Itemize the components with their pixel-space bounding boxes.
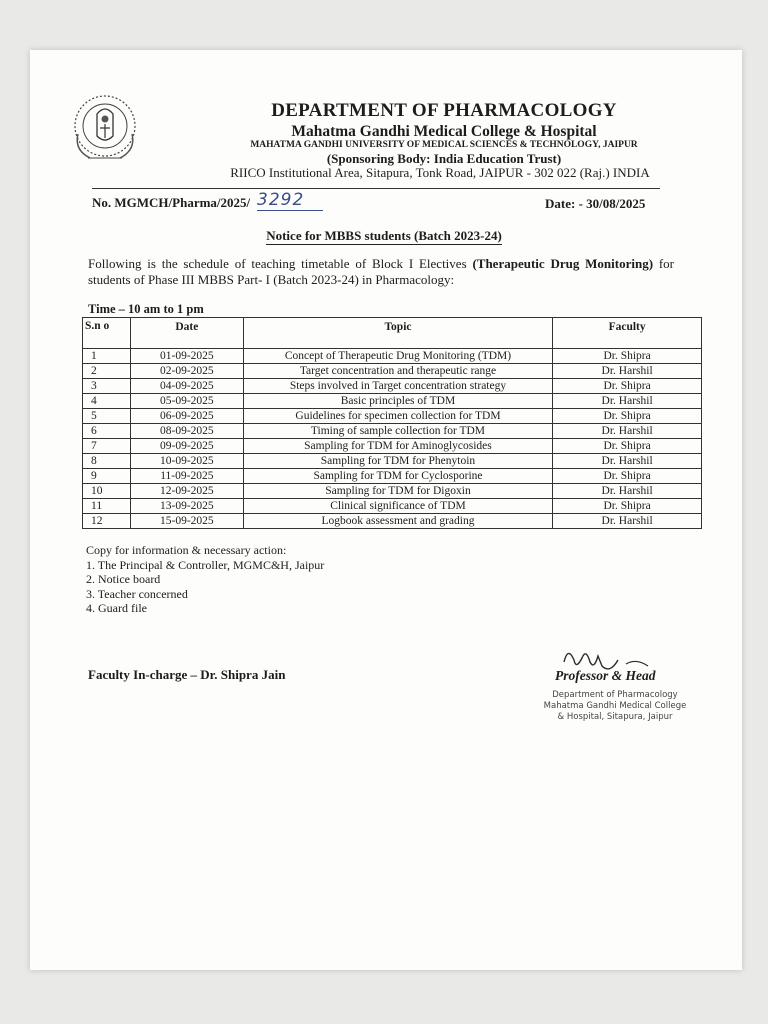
copy-item: 2. Notice board bbox=[86, 572, 161, 586]
cell-topic: Clinical significance of TDM bbox=[243, 499, 552, 514]
header-faculty: Faculty bbox=[553, 318, 702, 349]
table-row bbox=[83, 424, 702, 439]
cell-date: 13-09-2025 bbox=[130, 499, 243, 514]
cell-sno: 6 bbox=[83, 424, 131, 439]
cell-faculty: Dr. Harshil bbox=[553, 364, 702, 379]
cell-sno: 1 bbox=[83, 349, 131, 364]
cell-faculty: Dr. Shipra bbox=[553, 469, 702, 484]
handwritten-number: 3292 bbox=[257, 190, 323, 211]
sponsor-line: (Sponsoring Body: India Education Trust) bbox=[326, 151, 562, 166]
cell-topic: Logbook assessment and grading bbox=[243, 514, 552, 529]
cell-sno: 9 bbox=[83, 469, 131, 484]
copy-item: 1. The Principal & Controller, MGMC&H, Jaipur bbox=[86, 557, 325, 572]
cell-date: 08-09-2025 bbox=[130, 424, 243, 439]
notice-date: Date: - 30/08/2025 bbox=[545, 196, 646, 211]
department-stamp bbox=[540, 690, 690, 723]
reference-number: No. MGMCH/Pharma/2025/ bbox=[92, 195, 251, 210]
cell-date: 05-09-2025 bbox=[130, 394, 243, 409]
stamp-line: Department of Pharmacology bbox=[552, 690, 678, 700]
cell-date: 06-09-2025 bbox=[130, 409, 243, 424]
cell-topic: Target concentration and therapeutic range bbox=[243, 364, 552, 379]
notice-title: Notice for MBBS students (Batch 2023-24) bbox=[266, 228, 502, 243]
cell-date: 15-09-2025 bbox=[130, 514, 243, 529]
table-row bbox=[83, 499, 702, 514]
cell-faculty: Dr. Shipra bbox=[553, 439, 702, 454]
address-line: RIICO Institutional Area, Sitapura, Tonk Road, JAIPUR - 302 022 (Raj.) INDIA bbox=[230, 165, 650, 180]
university-name: MAHATMA GANDHI UNIVERSITY OF MEDICAL SCIENCES & TECHNOLOGY, JAIPUR bbox=[250, 140, 638, 150]
table-header-row bbox=[83, 318, 702, 349]
header-topic: Topic bbox=[243, 318, 552, 349]
cell-faculty: Dr. Shipra bbox=[553, 409, 702, 424]
time-label: Time – 10 am to 1 pm bbox=[88, 302, 204, 316]
copy-item: 4. Guard file bbox=[86, 601, 147, 615]
header-date: Date bbox=[130, 318, 243, 349]
table-row bbox=[83, 439, 702, 454]
table-row bbox=[83, 394, 702, 409]
cell-faculty: Dr. Harshil bbox=[553, 454, 702, 469]
header-divider bbox=[92, 188, 660, 189]
intro-text-1: Following is the schedule of teaching timetable of Block I Electives bbox=[88, 256, 473, 271]
cell-sno: 3 bbox=[83, 379, 131, 394]
schedule-table bbox=[82, 317, 702, 529]
table-row bbox=[83, 349, 702, 364]
table-row bbox=[83, 454, 702, 469]
notice-heading bbox=[0, 228, 768, 244]
cell-topic: Sampling for TDM for Phenytoin bbox=[243, 454, 552, 469]
cell-faculty: Dr. Harshil bbox=[553, 424, 702, 439]
stamp-line: & Hospital, Sitapura, Jaipur bbox=[557, 712, 673, 722]
cell-topic: Concept of Therapeutic Drug Monitoring (TDM) bbox=[243, 349, 552, 364]
cell-topic: Sampling for TDM for Aminoglycosides bbox=[243, 439, 552, 454]
stamp-line: Mahatma Gandhi Medical College bbox=[543, 701, 687, 711]
cell-sno: 5 bbox=[83, 409, 131, 424]
college-name: Mahatma Gandhi Medical College & Hospital bbox=[291, 123, 597, 140]
table-row bbox=[83, 484, 702, 499]
table-row bbox=[83, 514, 702, 529]
cell-sno: 2 bbox=[83, 364, 131, 379]
cell-sno: 10 bbox=[83, 484, 131, 499]
cell-date: 04-09-2025 bbox=[130, 379, 243, 394]
intro-bold: (Therapeutic Drug Monitoring) bbox=[472, 256, 654, 271]
cell-topic: Sampling for TDM for Cyclosporine bbox=[243, 469, 552, 484]
cell-date: 10-09-2025 bbox=[130, 454, 243, 469]
cell-topic: Sampling for TDM for Digoxin bbox=[243, 484, 552, 499]
cell-faculty: Dr. Shipra bbox=[553, 499, 702, 514]
cell-sno: 7 bbox=[83, 439, 131, 454]
cell-date: 02-09-2025 bbox=[130, 364, 243, 379]
header-sno: S.n o bbox=[83, 318, 131, 349]
intro-paragraph bbox=[88, 256, 674, 288]
table-row bbox=[83, 379, 702, 394]
department-title: DEPARTMENT OF PHARMACOLOGY bbox=[271, 100, 617, 121]
cell-sno: 8 bbox=[83, 454, 131, 469]
cell-faculty: Dr. Shipra bbox=[553, 379, 702, 394]
table-row bbox=[83, 409, 702, 424]
faculty-incharge: Faculty In-charge – Dr. Shipra Jain bbox=[88, 667, 286, 682]
cell-topic: Steps involved in Target concentration strategy bbox=[243, 379, 552, 394]
cell-date: 01-09-2025 bbox=[130, 349, 243, 364]
cell-date: 09-09-2025 bbox=[130, 439, 243, 454]
cell-topic: Timing of sample collection for TDM bbox=[243, 424, 552, 439]
copy-heading: Copy for information & necessary action: bbox=[86, 543, 287, 557]
cell-topic: Basic principles of TDM bbox=[243, 394, 552, 409]
copy-item: 3. Teacher concerned bbox=[86, 586, 188, 601]
table-row bbox=[83, 364, 702, 379]
cell-date: 12-09-2025 bbox=[130, 484, 243, 499]
table-row bbox=[83, 469, 702, 484]
signatory-title: Professor & Head bbox=[555, 668, 656, 683]
cell-faculty: Dr. Harshil bbox=[553, 484, 702, 499]
cell-sno: 4 bbox=[83, 394, 131, 409]
cell-faculty: Dr. Harshil bbox=[553, 394, 702, 409]
intro-text-2: for students of Phase III MBBS Part- I (Batch 2023-24) in Pharmacology: bbox=[88, 256, 674, 287]
college-emblem-icon bbox=[66, 88, 144, 166]
copy-to-section bbox=[86, 543, 324, 616]
cell-topic: Guidelines for specimen collection for TDM bbox=[243, 409, 552, 424]
cell-faculty: Dr. Shipra bbox=[553, 349, 702, 364]
cell-faculty: Dr. Harshil bbox=[553, 514, 702, 529]
cell-sno: 11 bbox=[83, 499, 131, 514]
cell-sno: 12 bbox=[83, 514, 131, 529]
cell-date: 11-09-2025 bbox=[130, 469, 243, 484]
